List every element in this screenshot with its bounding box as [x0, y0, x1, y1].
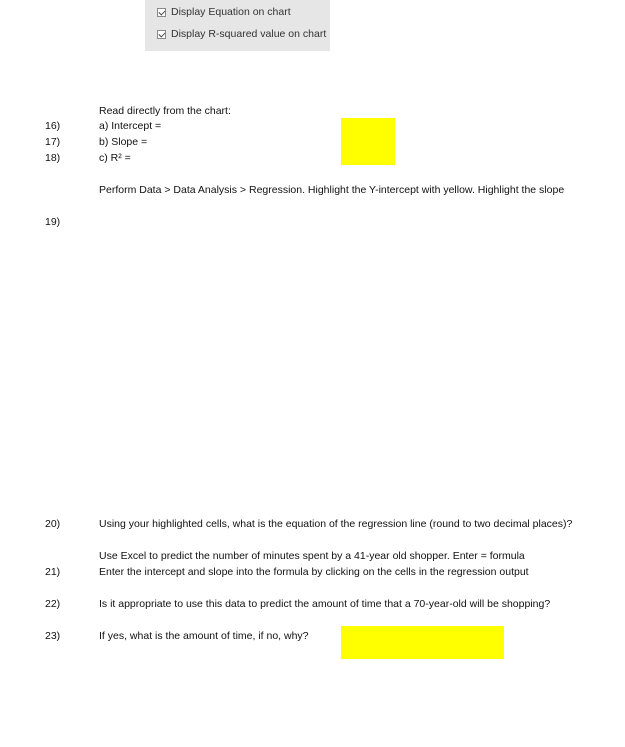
q20-text: Using your highlighted cells, what is the equation of the regression line (round to two decimal places)? [99, 518, 573, 530]
display-r-squared-checkbox[interactable] [157, 30, 166, 39]
q16-number: 16) [45, 120, 61, 132]
q20-number: 20) [45, 518, 61, 530]
read-from-chart-intro: Read directly from the chart: [99, 105, 231, 117]
q21-text: Enter the intercept and slope into the formula by clicking on the cells in the regression output [99, 566, 529, 578]
display-r-squared-option[interactable] [157, 27, 326, 41]
q16-intercept-label: a) Intercept = [99, 120, 162, 132]
q17-number: 17) [45, 136, 61, 148]
q22-number: 22) [45, 598, 61, 610]
q22-text: Is it appropriate to use this data to predict the amount of time that a 70-year-old will be shopping? [99, 598, 551, 610]
q23-number: 23) [45, 630, 61, 642]
trendline-options-panel [145, 0, 330, 51]
regression-instruction: Perform Data > Data Analysis > Regression. Highlight the Y-intercept with yellow. Highlight the slope [99, 184, 565, 196]
q17-slope-label: b) Slope = [99, 136, 148, 148]
q23-text: If yes, what is the amount of time, if no, why? [99, 630, 309, 642]
q21-number: 21) [45, 566, 61, 578]
predict-intro: Use Excel to predict the number of minutes spent by a 41-year old shopper. Enter = formula [99, 550, 525, 562]
q18-r-squared-label: c) R² = [99, 152, 131, 164]
display-equation-checkbox[interactable] [157, 8, 166, 17]
display-r-squared-label: Display R-squared value on chart [171, 28, 327, 40]
answer-cell-16-18[interactable] [341, 118, 395, 165]
display-equation-option[interactable] [157, 5, 291, 19]
q19-number: 19) [45, 216, 61, 228]
answer-cell-23[interactable] [341, 626, 504, 659]
display-equation-label: Display Equation on chart [171, 6, 291, 18]
q18-number: 18) [45, 152, 61, 164]
